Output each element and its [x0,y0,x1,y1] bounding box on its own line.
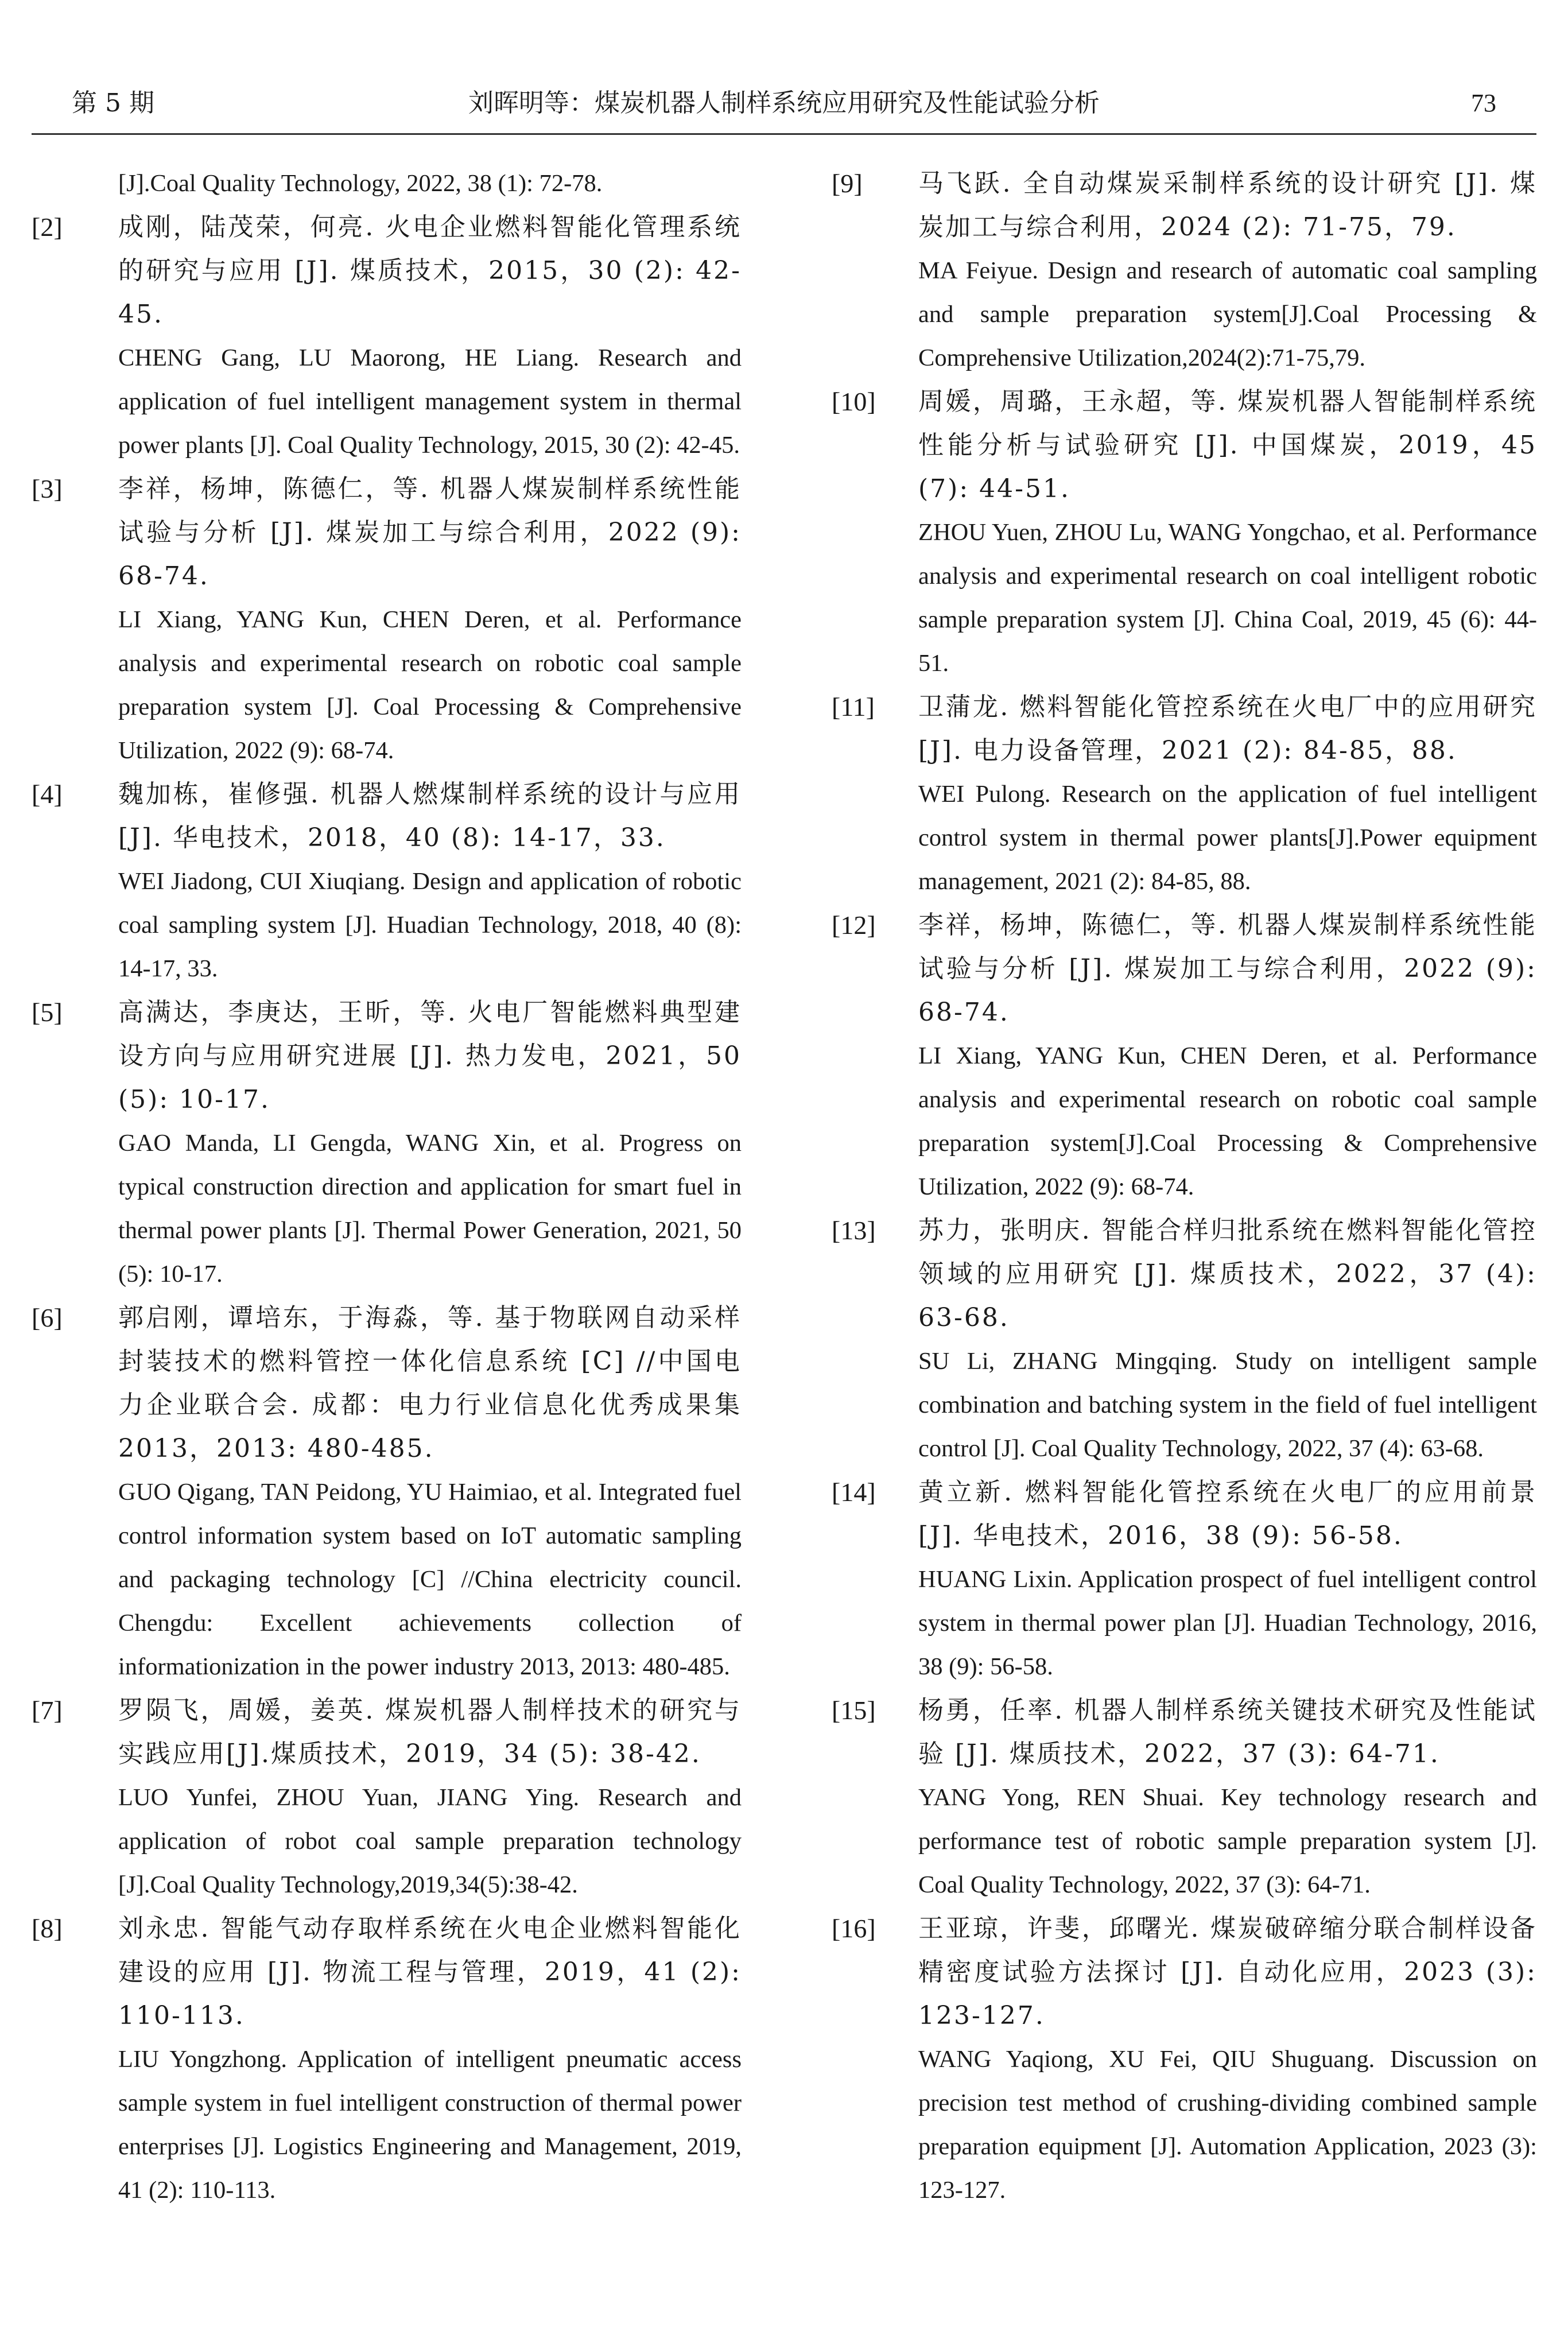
reference-english: LIU Yongzhong. Application of intelligent pneumatic access sample system in fuel intelligent construction of thermal power enterprises [J]. Logistics Engineering and Management, 2019, 41 (2): 110-113. [118,2046,742,2204]
header-rule [32,133,1536,135]
running-title: 刘晖明等：煤炭机器人制样系统应用研究及性能试验分析 [468,88,1100,118]
reference-english: WANG Yaqiong, XU Fei, QIU Shuguang. Discussion on precision test method of crushing-dividing combined sample preparation equipment [J]. Automation Application, 2023 (3): 123-127. [918,2046,1537,2204]
reference-chinese: 刘永忠. 智能气动存取样系统在火电企业燃料智能化建设的应用 [J]. 物流工程与管理，2019，41 (2): 110-113. [118,1914,742,2030]
reference-chinese: 罗陨飞，周媛，姜英. 煤炭机器人制样技术的研究与实践应用[J].煤质技术，2019，34 (5): 38-42. [118,1696,742,1769]
reference-number: [14] [832,1478,876,1507]
reference-item [832,1471,1537,1689]
reference-item [32,991,742,1296]
reference-item [832,162,1537,380]
reference-chinese: 郭启刚，谭培东，于海淼，等. 基于物联网自动采样封装技术的燃料管控一体化信息系统 [C] //中国电力企业联合会. 成都：电力行业信息化优秀成果集 2013，2013: 480-485. [118,1303,742,1463]
reference-item [832,1209,1537,1471]
reference-item [832,1907,1537,2212]
reference-item [32,1689,742,1907]
reference-chinese: 黄立新. 燃料智能化管控系统在火电厂的应用前景 [J]. 华电技术，2016，38 (9): 56-58. [918,1478,1537,1550]
reference-chinese: 苏力，张明庆. 智能合样归批系统在燃料智能化管控领域的应用研究 [J]. 煤质技术，2022，37 (4): 63-68. [918,1216,1537,1332]
reference-english: WEI Pulong. Research on the application of fuel intelligent control system in thermal power plants[J].Power equipment management, 2021 (2): 84-85, 88. [918,781,1537,895]
reference-carryover [32,162,742,205]
reference-english: LUO Yunfei, ZHOU Yuan, JIANG Ying. Research and application of robot coal sample preparation technology [J].Coal Quality Technology,2019,34(5):38-42. [118,1784,742,1898]
reference-chinese: 成刚，陆茂荣，何亮. 火电企业燃料智能化管理系统的研究与应用 [J]. 煤质技术，2015，30 (2): 42-45. [118,212,742,329]
reference-column-right [832,162,1537,2212]
reference-number: [3] [32,474,63,503]
reference-item [32,773,742,991]
reference-number: [15] [832,1696,876,1725]
reference-number: [5] [32,998,63,1027]
reference-chinese: 魏加栋，崔修强. 机器人燃煤制样系统的设计与应用 [J]. 华电技术，2018，40 (8): 14-17，33. [118,780,742,852]
reference-chinese: 李祥，杨坤，陈德仁，等. 机器人煤炭制样系统性能试验与分析 [J]. 煤炭加工与综合利用，2022 (9): 68-74. [918,910,1537,1027]
reference-number: [13] [832,1216,876,1245]
reference-english: SU Li, ZHANG Mingqing. Study on intelligent sample combination and batching system in the field of fuel intelligent control [J]. Coal Quality Technology, 2022, 37 (4): 63-68. [918,1348,1537,1462]
reference-number: [4] [32,780,63,809]
reference-number: [6] [32,1303,63,1332]
reference-number: [11] [832,692,875,722]
reference-chinese: 李祥，杨坤，陈德仁，等. 机器人煤炭制样系统性能试验与分析 [J]. 煤炭加工与综合利用，2022 (9): 68-74. [118,474,742,591]
reference-number: [2] [32,212,63,242]
reference-item [32,205,742,467]
reference-english: LI Xiang, YANG Kun, CHEN Deren, et al. Performance analysis and experimental research on robotic coal sample preparation system[J].Coal Processing & Comprehensive Utilization, 2022 (9): 68-74. [918,1042,1537,1200]
running-header [32,80,1536,126]
reference-english: ZHOU Yuen, ZHOU Lu, WANG Yongchao, et al. Performance analysis and experimental research on coal intelligent robotic sample preparation system [J]. China Coal, 2019, 45 (6): 44-51. [918,519,1537,677]
reference-english: HUANG Lixin. Application prospect of fuel intelligent control system in thermal power plan [J]. Huadian Technology, 2016, 38 (9): 56-58. [918,1566,1537,1680]
reference-english: YANG Yong, REN Shuai. Key technology research and performance test of robotic sample preparation system [J]. Coal Quality Technology, 2022, 37 (3): 64-71. [918,1784,1537,1898]
reference-item [832,1689,1537,1907]
reference-column-left [32,162,742,2212]
reference-item [32,467,742,773]
reference-english: CHENG Gang, LU Maorong, HE Liang. Research and application of fuel intelligent management system in thermal power plants [J]. Coal Quality Technology, 2015, 30 (2): 42-45. [118,344,742,459]
reference-item [832,380,1537,685]
reference-number: [12] [832,910,876,940]
reference-number: [9] [832,169,863,198]
reference-item [32,1296,742,1689]
reference-number: [7] [32,1696,63,1725]
reference-chinese: 卫蒲龙. 燃料智能化管控系统在火电厂中的应用研究 [J]. 电力设备管理，2021 (2): 84-85，88. [918,692,1537,765]
reference-item [832,903,1537,1209]
reference-number: [8] [32,1914,63,1943]
reference-chinese: 杨勇，任率. 机器人制样系统关键技术研究及性能试验 [J]. 煤质技术，2022，37 (3): 64-71. [918,1696,1537,1769]
reference-chinese: 周媛，周璐，王永超，等. 煤炭机器人智能制样系统性能分析与试验研究 [J]. 中国煤炭，2019，45 (7): 44-51. [918,387,1537,503]
reference-number: [10] [832,387,876,416]
reference-english: LI Xiang, YANG Kun, CHEN Deren, et al. Performance analysis and experimental research on robotic coal sample preparation system [J]. Coal Processing & Comprehensive Utilization, 2022 (9): 68-74. [118,606,742,764]
issue-number: 第 5 期 [72,88,154,118]
reference-chinese: 王亚琼，许斐，邱曙光. 煤炭破碎缩分联合制样设备精密度试验方法探讨 [J]. 自动化应用，2023 (3): 123-127. [918,1914,1537,2030]
reference-number: [16] [832,1914,876,1943]
reference-english: [J].Coal Quality Technology, 2022, 38 (1): 72-78. [118,170,603,197]
reference-item [832,685,1537,903]
reference-english: WEI Jiadong, CUI Xiuqiang. Design and application of robotic coal sampling system [J]. Huadian Technology, 2018, 40 (8): 14-17, 33. [118,868,742,982]
reference-english: MA Feiyue. Design and research of automatic coal sampling and sample preparation system[J].Coal Processing & Comprehensive Utilization,2024(2):71-75,79. [918,257,1537,371]
reference-chinese: 高满达，李庚达，王昕，等. 火电厂智能燃料典型建设方向与应用研究进展 [J]. 热力发电，2021，50 (5): 10-17. [118,998,742,1114]
reference-english: GUO Qigang, TAN Peidong, YU Haimiao, et al. Integrated fuel control information system based on IoT automatic sampling and packaging technology [C] //China electricity council. Chengdu: Excellent achievements collection of informationization in the power industry 2013, 2013: 480-485. [118,1479,742,1680]
reference-english: GAO Manda, LI Gengda, WANG Xin, et al. Progress on typical construction direction and application for smart fuel in thermal power plants [J]. Thermal Power Generation, 2021, 50 (5): 10-17. [118,1130,742,1288]
reference-item [32,1907,742,2212]
reference-chinese: 马飞跃. 全自动煤炭采制样系统的设计研究 [J]. 煤炭加工与综合利用，2024 (2): 71-75，79. [918,169,1537,242]
page-number: 73 [1471,89,1496,117]
